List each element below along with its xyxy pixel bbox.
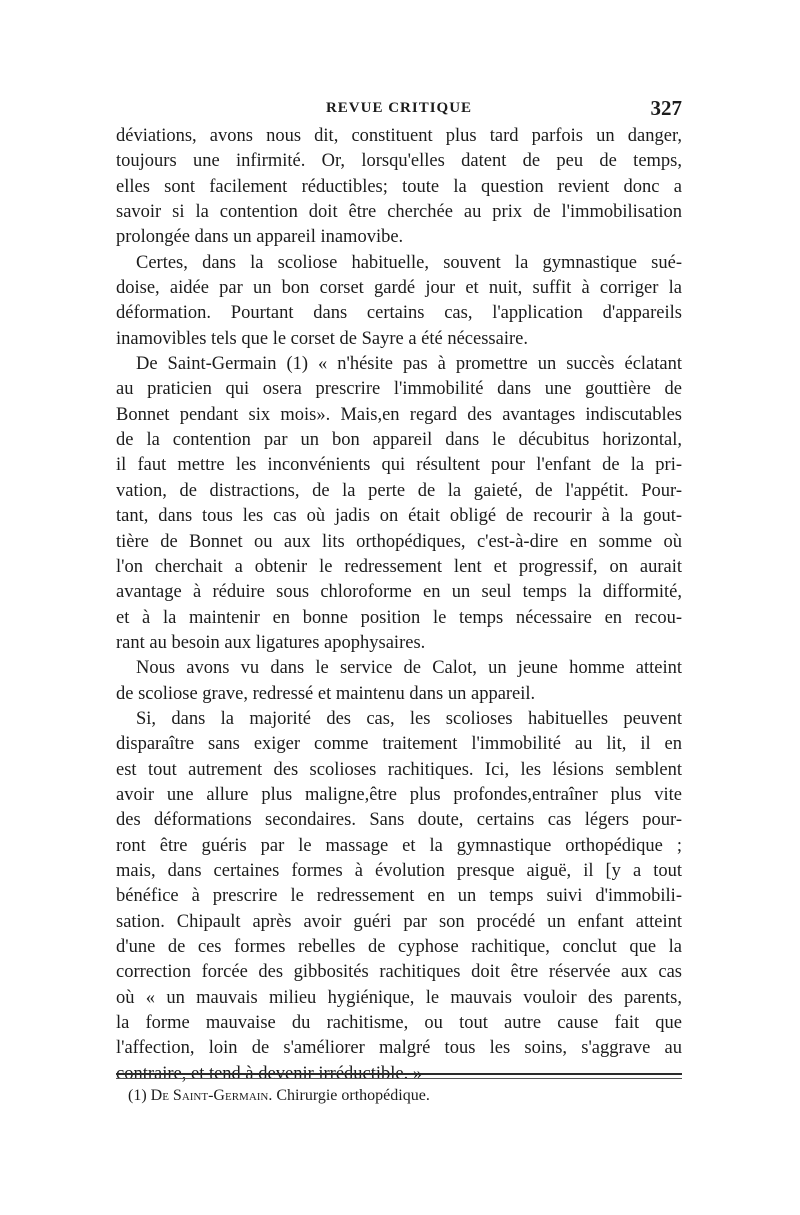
text-line: Bonnet pendant six mois». Mais,en regard des avantages indiscutables: [116, 404, 682, 425]
text-line: savoir si la contention doit être cherchée au prix de l'immobilisation: [116, 202, 682, 223]
text-line: elles sont facilement réductibles; toute la question revient donc a: [116, 176, 682, 197]
footnote-marker: (1): [128, 1087, 147, 1104]
paragraph: [116, 124, 682, 251]
paragraph: [116, 352, 682, 656]
page-number: 327: [650, 96, 682, 120]
footnote-author: De Saint-Germain.: [150, 1087, 273, 1104]
text-line: ront être guéris par le massage et la gymnastique orthopédique ;: [116, 835, 682, 856]
text-line: la forme mauvaise du rachitisme, ou tout autre cause fait que: [116, 1013, 682, 1034]
running-head-title: REVUE CRITIQUE: [325, 100, 473, 116]
text-line: Nous avons vu dans le service de Calot, un jeune homme atteint: [136, 658, 682, 679]
text-line: toujours une infirmité. Or, lorsqu'elles datent de peu de temps,: [116, 151, 682, 172]
body-text: [116, 124, 682, 1087]
text-line: tière de Bonnet ou aux lits orthopédiques, c'est-à-dire en somme où: [116, 531, 682, 552]
footnote-rule: [116, 1073, 682, 1075]
footnote-rule-thin: [116, 1078, 682, 1079]
text-line: et à la maintenir en bonne position le temps nécessaire en recou-: [116, 607, 682, 628]
footnote: [128, 1085, 682, 1107]
paragraph: [116, 707, 682, 1087]
text-line: déviations, avons nous dit, constituent plus tard parfois un danger,: [116, 126, 682, 146]
text-line: Certes, dans la scoliose habituelle, souvent la gymnastique sué-: [136, 252, 682, 273]
text-line: De Saint-Germain (1) « n'hésite pas à promettre un succès éclatant: [136, 354, 682, 375]
text-line: vation, de distractions, de la perte de la gaieté, de l'appétit. Pour-: [116, 480, 682, 501]
text-line: où « un mauvais milieu hygiénique, le mauvais vouloir des parents,: [116, 987, 682, 1008]
text-line: est tout autrement des scolioses rachitiques. Ici, les lésions semblent: [116, 759, 682, 780]
text-line: au praticien qui osera prescrire l'immobilité dans une gouttière de: [116, 379, 682, 400]
text-line: d'une de ces formes rebelles de cyphose rachitique, conclut que la: [116, 937, 682, 957]
text-line: inamovibles tels que le corset de Sayre a été nécessaire.: [116, 328, 528, 349]
text-line: l'on cherchait a obtenir le redressement lent et progressif, on aurait: [116, 556, 682, 577]
text-line: rant au besoin aux ligatures apophysaires.: [116, 632, 426, 653]
text-line: tant, dans tous les cas où jadis on était obligé de recourir à la gout-: [116, 506, 682, 527]
paragraph: [116, 251, 682, 352]
text-line: doise, aidée par un bon corset gardé jour et nuit, suffit à corriger la: [116, 278, 682, 299]
paragraph: [116, 656, 682, 707]
text-line: Si, dans la majorité des cas, les scolioses habituelles peuvent: [136, 708, 682, 729]
text-line: des déformations secondaires. Sans doute, certains cas légers pour-: [116, 810, 682, 831]
text-line: bénéfice à prescrire le redressement en un temps suivi d'immobili-: [116, 886, 682, 907]
text-line: avoir une allure plus maligne,être plus profondes,entraîner plus vite: [116, 784, 682, 805]
text-line: sation. Chipault après avoir guéri par son procédé un enfant atteint: [116, 911, 682, 932]
text-line: déformation. Pourtant dans certains cas, l'application d'appareils: [116, 303, 682, 324]
running-head: [116, 98, 682, 122]
text-line: l'affection, loin de s'améliorer malgré tous les soins, s'aggrave au: [116, 1038, 682, 1059]
text-line: de scoliose grave, redressé et maintenu dans un appareil.: [116, 683, 536, 704]
text-line: prolongée dans un appareil inamovibe.: [116, 227, 404, 248]
text-line: mais, dans certaines formes à évolution presque aiguë, il [y a tout: [116, 860, 682, 881]
text-line: il faut mettre les inconvénients qui résultent pour l'enfant de la pri-: [116, 455, 682, 476]
text-line: de la contention par un bon appareil dans le décubitus horizontal,: [116, 430, 682, 451]
text-line: correction forcée des gibbosités rachitiques doit être réservée aux cas: [116, 962, 682, 983]
text-line: avantage à réduire sous chloroforme en un seul temps la difformité,: [116, 582, 682, 603]
text-line: contraire, et tend à devenir irréductible. »: [116, 1063, 423, 1084]
text-line: disparaître sans exiger comme traitement l'immobilité au lit, il en: [116, 734, 682, 755]
footnote-title: Chirurgie orthopédique.: [276, 1087, 430, 1104]
